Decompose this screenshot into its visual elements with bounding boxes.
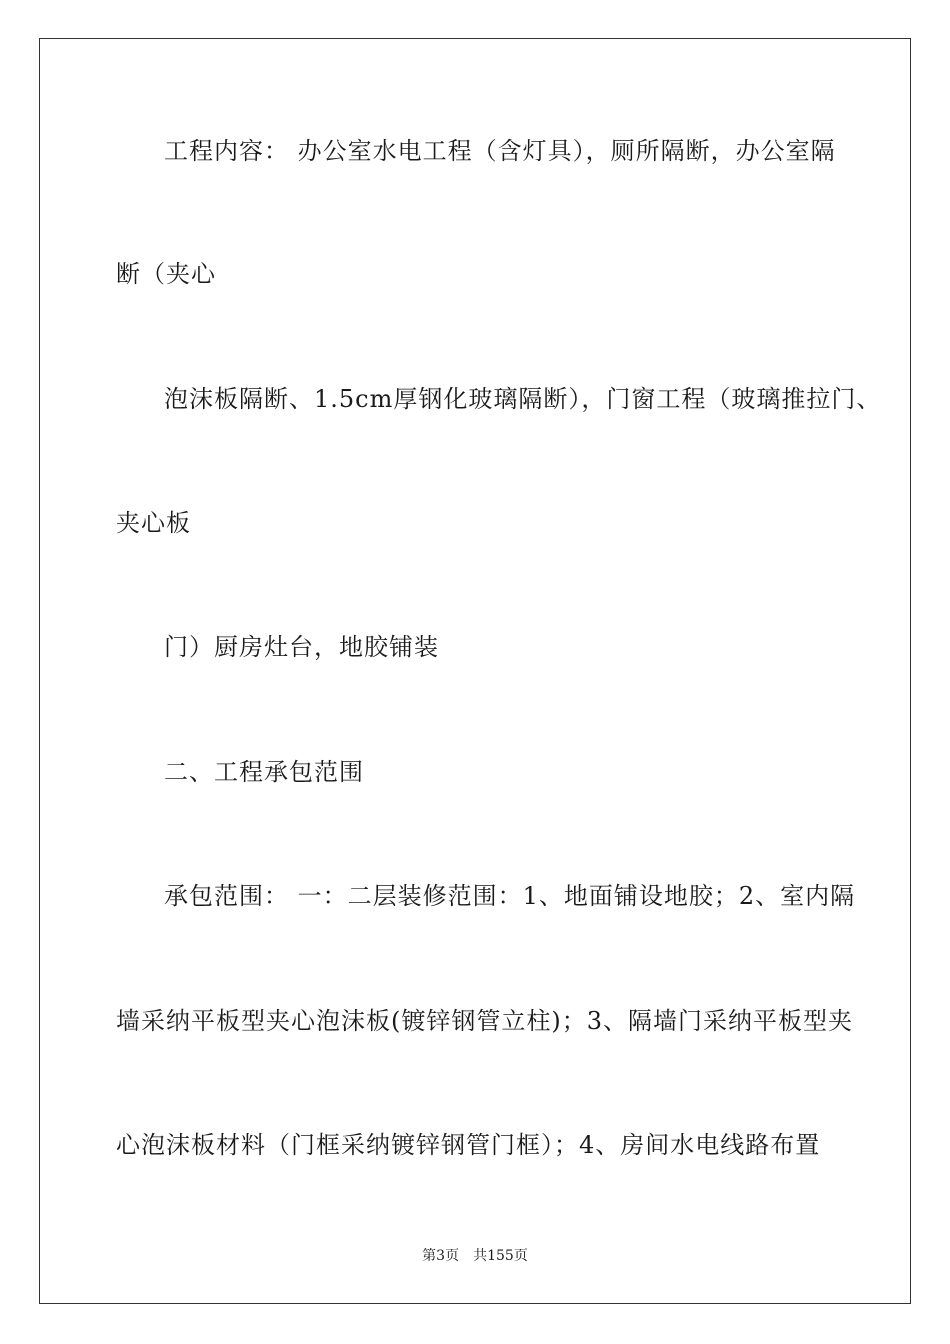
paragraph-line-3: 泡沫板隔断、1.5cm厚钢化玻璃隔断），门窗工程（玻璃推拉门、: [164, 385, 882, 413]
page-number: 第3页: [422, 1248, 460, 1264]
page-frame: [39, 38, 911, 1304]
total-pages: 共155页: [473, 1248, 528, 1264]
paragraph-line-1: 工程内容： 办公室水电工程（含灯具），厕所隔断，办公室隔: [164, 137, 836, 165]
paragraph-line-8: 墙采纳平板型夹心泡沫板(镀锌钢管立柱)；3、隔墙门采纳平板型夹: [116, 1007, 853, 1035]
paragraph-line-9: 心泡沫板材料（门框采纳镀锌钢管门框）；4、房间水电线路布置: [116, 1131, 821, 1159]
paragraph-line-5: 门）厨房灶台，地胶铺装: [164, 633, 439, 661]
page-footer: [0, 1247, 950, 1265]
paragraph-line-4: 夹心板: [116, 509, 191, 537]
paragraph-line-7: 承包范围： 一：二层装修范围：1、地面铺设地胶；2、室内隔: [164, 882, 856, 910]
paragraph-line-2: 断（夹心: [116, 260, 216, 288]
section-heading: 二、工程承包范围: [164, 758, 364, 786]
